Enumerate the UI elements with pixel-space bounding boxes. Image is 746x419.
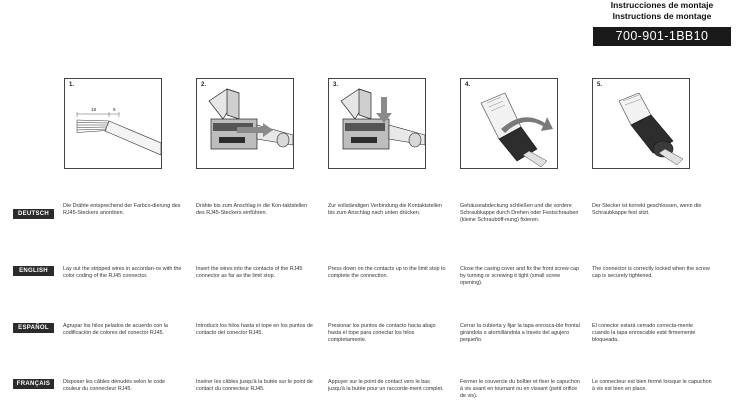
instruction-en-step-4: Close the casing cover and fix the front screw cap by turning or screwing it tight (small screw opening). xyxy=(460,266,579,286)
instruction-fr-step-2: Insérer les câbles jusqu'à la butée sur le point de contact du connecteur RJ45. xyxy=(196,379,313,392)
instruction-de-step-5: Der Stecker ist korrekt geschlossen, wenn die Schraubkappe fest sitzt. xyxy=(592,203,702,216)
step-number: 1. xyxy=(69,82,75,88)
instruction-es-step-2: Introducir los hilos hasta el tope en los puntos de contacto del conector RJ45. xyxy=(196,323,313,336)
title-block xyxy=(593,0,731,54)
instruction-es-step-1: Agrupar los hilos pelados de acuerdo con la codificación de colores del conector RJ45. xyxy=(63,323,168,336)
step-panel-5 xyxy=(592,78,690,169)
step-panel-3 xyxy=(328,78,426,169)
instruction-es-step-3: Presionar los puntos de contacto hacia abajo hasta el tope para conectar los hilos completamente. xyxy=(328,323,436,343)
language-label-espanol: ESPAÑOL xyxy=(13,323,54,333)
instruction-es-step-5: El conector estará cerrado correcta-mente cuando la tapa enroscable esté firmemente bloqueada. xyxy=(592,323,696,343)
step-panel-2 xyxy=(196,78,294,169)
instruction-en-step-3: Press down on the contacts up to the limit stop to complete the connection. xyxy=(328,266,446,279)
instruction-fr-step-5: Le connecteur est bien fermé lorsque le capuchon à vis est bien en place. xyxy=(592,379,712,392)
instruction-de-step-1: Die Drähte entsprechend der Farbco-dierung des RJ45-Steckers anordnen. xyxy=(63,203,181,216)
dimension-label-18: 18 xyxy=(91,107,97,112)
step-number: 3. xyxy=(333,82,339,88)
instruction-en-step-1: Lay out the stripped wires in accordan-ce with the color coding of the RJ45 connector. xyxy=(63,266,182,279)
language-label-english: ENGLISH xyxy=(13,266,54,276)
instruction-de-step-3: Zur vollständigen Verbindung die Kontaktstellen bis zum Anschlag nach unten drücken. xyxy=(328,203,442,216)
title-line-1: Instrucciones de montaje xyxy=(610,0,714,10)
instruction-es-step-4: Cerrar la cubierta y fijar la tapa enrosca-ble frontal girándola o atornillándola a través del agujero pequeño. xyxy=(460,323,580,343)
instruction-en-step-2: Insert the wires into the contacts of the RJ45 connector as far as the limit stop. xyxy=(196,266,303,279)
locked-connector-illustration xyxy=(593,79,689,168)
part-number: 700-901-1BB10 xyxy=(593,27,731,46)
step-number: 2. xyxy=(201,82,207,88)
dimension-label-5: 5 xyxy=(113,107,116,112)
step-number: 5. xyxy=(597,82,603,88)
instruction-fr-step-3: Appuyer sur le point de contact vers le bas jusqu'à la butée pour un raccorde-ment complet. xyxy=(328,379,444,392)
instruction-de-step-2: Drähte bis zum Anschlag in die Kon-taktstellen des RJ45-Steckers einführen. xyxy=(196,203,308,216)
step-panel-1 xyxy=(64,78,162,169)
title-line-2: Instructions de montage xyxy=(612,11,712,21)
language-label-francais: FRANÇAIS xyxy=(13,379,54,389)
instruction-fr-step-4: Fermer le couvercle du boîtier et fixer le capuchon à vis avant en tournant ou en vissant (petit orifice de vis). xyxy=(460,379,580,399)
instruction-en-step-5: The connector is correctly locked when the screw cap is securely tightened. xyxy=(592,266,710,279)
stripped-cable-illustration xyxy=(65,79,161,168)
insert-wires-illustration xyxy=(197,79,293,168)
close-cover-illustration xyxy=(461,79,557,168)
step-panel-4 xyxy=(460,78,558,169)
language-label-deutsch: DEUTSCH xyxy=(13,209,54,219)
instruction-fr-step-1: Disposer les câbles dénudés selon le code couleur du connecteur RJ45. xyxy=(63,379,166,392)
instruction-de-step-4: Gehäuseabdeckung schließen und die vordere Schraubkappe durch Drehen oder Festschrauben (kleine Schrauböff-nung) fixieren. xyxy=(460,203,579,223)
press-contacts-illustration xyxy=(329,79,425,168)
step-number: 4. xyxy=(465,82,471,88)
